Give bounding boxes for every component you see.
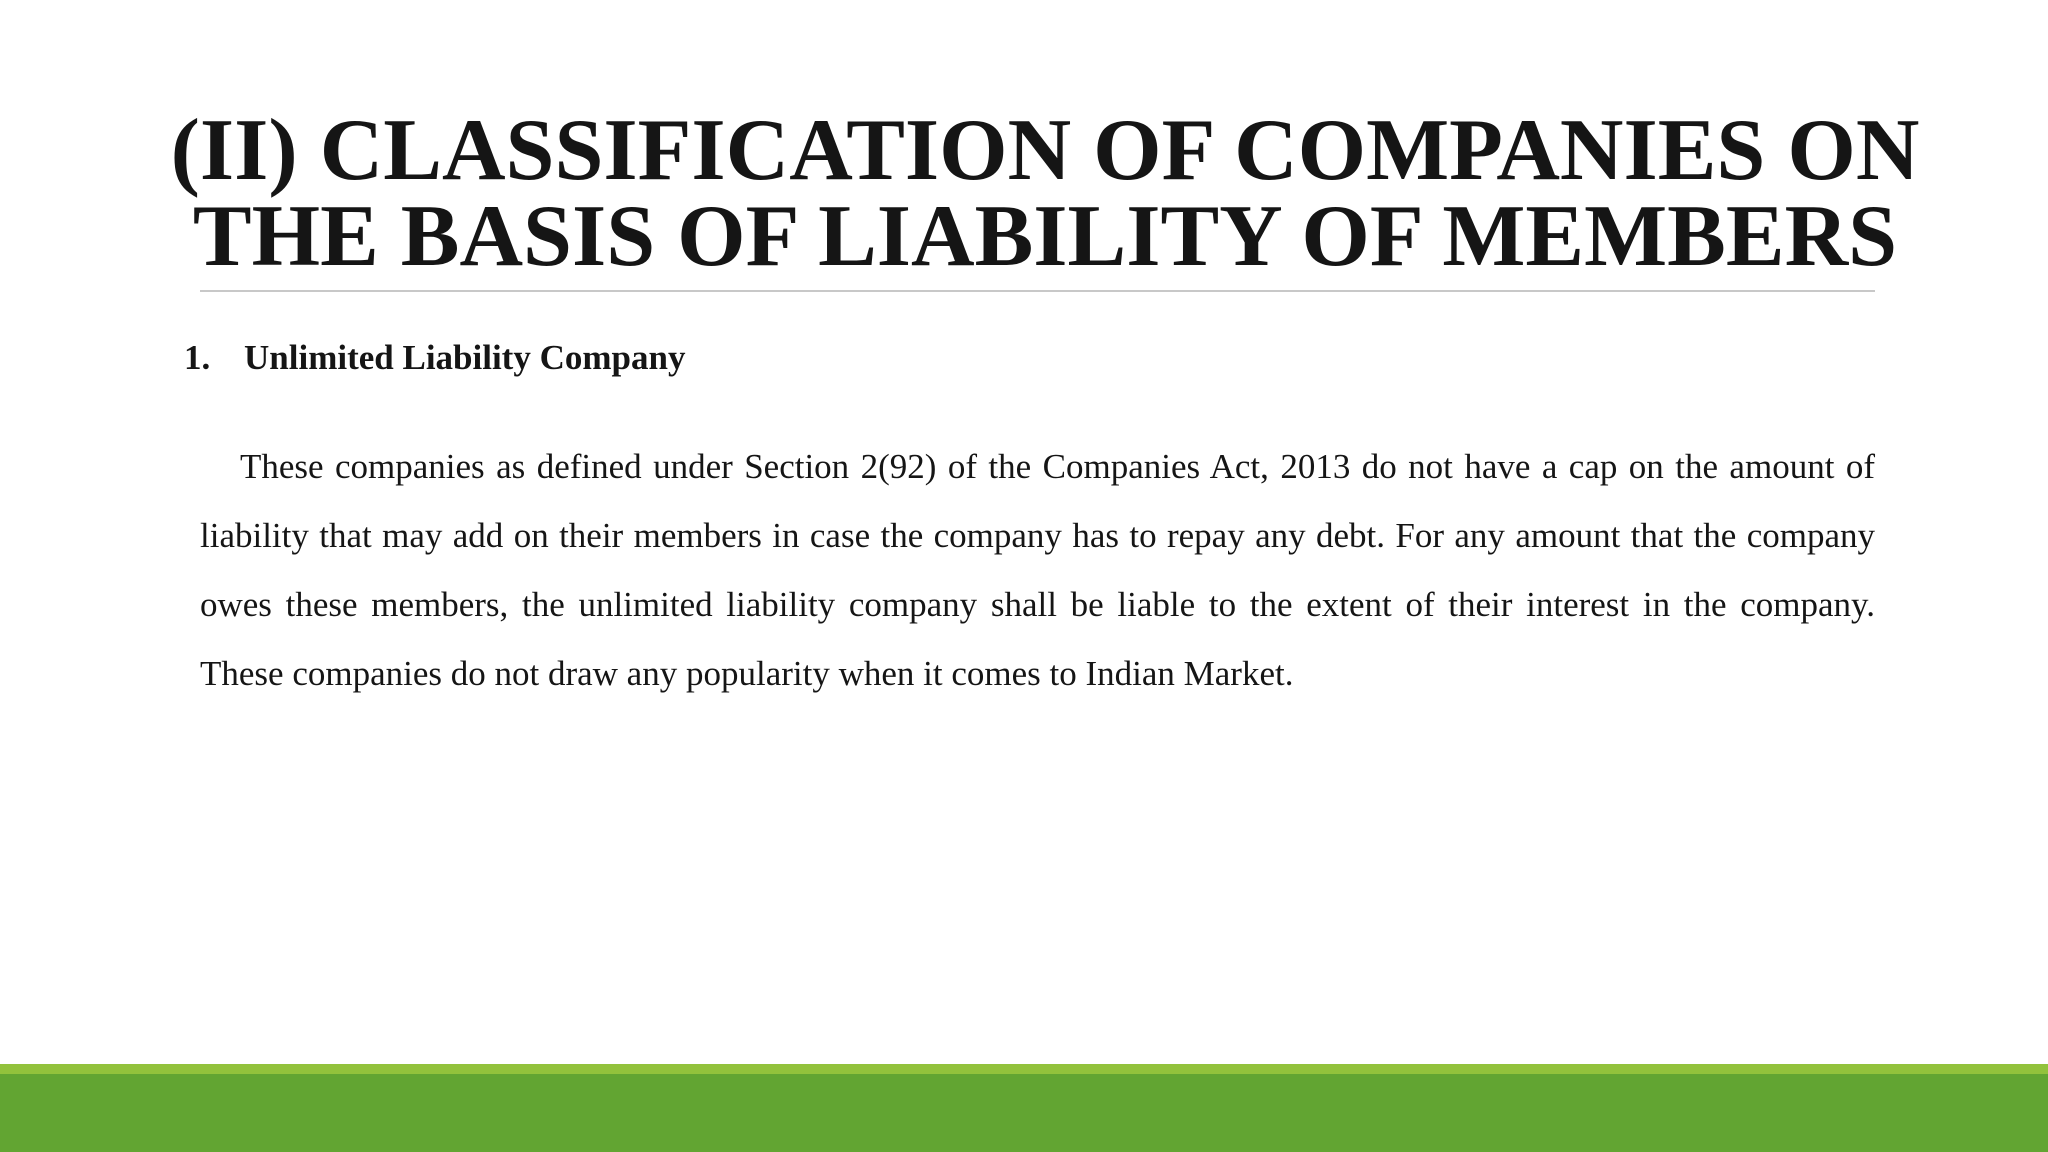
slide-title-line-1: (II) CLASSIFICATION OF COMPANIES ON bbox=[170, 102, 1920, 199]
section-heading bbox=[184, 336, 685, 380]
slide-title bbox=[150, 102, 1940, 285]
body-paragraph: These companies as defined under Section 2(92) of the Companies Act, 2013 do not have a cap on the amount of liability that may add on their members in case the company has to repay any debt. For any amount that the company owes these members, the unlimited liability company shall be liable to the extent of their interest in the company. These companies do not draw any popularity when it comes to Indian Market. bbox=[200, 447, 1875, 693]
section-heading-text: Unlimited Liability Company bbox=[244, 338, 686, 377]
slide-title-line-2: THE BASIS OF LIABILITY OF MEMBERS bbox=[192, 188, 1898, 285]
section-number: 1. bbox=[184, 338, 211, 377]
footer-bar bbox=[0, 1074, 2048, 1152]
footer-accent-bar bbox=[0, 1064, 2048, 1074]
title-divider bbox=[200, 290, 1875, 292]
